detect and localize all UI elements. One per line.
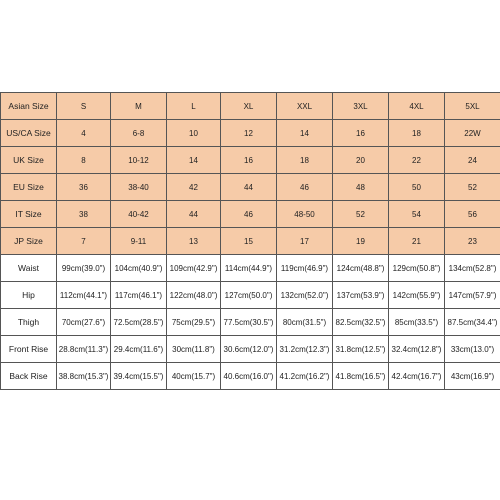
table-cell: 42 [167,174,221,201]
size-row [1,147,500,174]
table-cell: 38 [57,201,111,228]
table-cell: 124cm(48.8") [333,255,389,282]
table-cell: 85cm(33.5") [389,309,445,336]
row-label: Waist [1,255,57,282]
table-cell: 20 [333,147,389,174]
table-cell: 104cm(40.9") [111,255,167,282]
table-cell: 99cm(39.0") [57,255,111,282]
table-cell: 54 [389,201,445,228]
table-cell: 75cm(29.5") [167,309,221,336]
row-label: Asian Size [1,93,57,120]
size-row [1,93,500,120]
table-cell: 72.5cm(28.5") [111,309,167,336]
row-label: US/CA Size [1,120,57,147]
table-cell: 50 [389,174,445,201]
row-label: IT Size [1,201,57,228]
table-cell: 36 [57,174,111,201]
table-cell: 147cm(57.9") [445,282,500,309]
table-cell: 3XL [333,93,389,120]
table-cell: 30.6cm(12.0") [221,336,277,363]
table-cell: 22 [389,147,445,174]
table-cell: 40-42 [111,201,167,228]
table-cell: 70cm(27.6") [57,309,111,336]
table-cell: 137cm(53.9") [333,282,389,309]
table-cell: 33cm(13.0") [445,336,500,363]
measurement-row [1,309,500,336]
table-cell: 46 [277,174,333,201]
table-cell: 129cm(50.8") [389,255,445,282]
table-cell: 14 [277,120,333,147]
size-row [1,228,500,255]
table-cell: 4 [57,120,111,147]
measurement-row [1,255,500,282]
row-label: UK Size [1,147,57,174]
row-label: Thigh [1,309,57,336]
table-cell: 7 [57,228,111,255]
table-cell: XL [221,93,277,120]
table-cell: 40.6cm(16.0") [221,363,277,390]
table-cell: 119cm(46.9") [277,255,333,282]
measurement-row [1,363,500,390]
table-cell: 41.2cm(16.2") [277,363,333,390]
table-cell: 77.5cm(30.5") [221,309,277,336]
table-cell: 38-40 [111,174,167,201]
table-cell: 32.4cm(12.8") [389,336,445,363]
size-row [1,120,500,147]
table-cell: 8 [57,147,111,174]
table-cell: M [111,93,167,120]
table-cell: 44 [221,174,277,201]
size-row [1,174,500,201]
table-cell: 29.4cm(11.6") [111,336,167,363]
table-cell: 42.4cm(16.7") [389,363,445,390]
table-cell: 40cm(15.7") [167,363,221,390]
table-cell: 16 [333,120,389,147]
size-chart-table [0,92,500,390]
table-cell: 14 [167,147,221,174]
table-cell: 52 [333,201,389,228]
measurement-row [1,336,500,363]
table-cell: 24 [445,147,500,174]
table-cell: 114cm(44.9") [221,255,277,282]
table-cell: 44 [167,201,221,228]
table-cell: S [57,93,111,120]
table-cell: 109cm(42.9") [167,255,221,282]
table-cell: 52 [445,174,500,201]
table-cell: 80cm(31.5") [277,309,333,336]
table-cell: XXL [277,93,333,120]
table-cell: 5XL [445,93,500,120]
table-cell: 127cm(50.0") [221,282,277,309]
table-cell: 56 [445,201,500,228]
table-cell: 23 [445,228,500,255]
row-label: EU Size [1,174,57,201]
row-label: JP Size [1,228,57,255]
table-cell: 6-8 [111,120,167,147]
table-cell: 4XL [389,93,445,120]
table-cell: 28.8cm(11.3") [57,336,111,363]
row-label: Back Rise [1,363,57,390]
table-cell: 18 [389,120,445,147]
table-cell: 87.5cm(34.4") [445,309,500,336]
table-cell: 48-50 [277,201,333,228]
table-cell: 142cm(55.9") [389,282,445,309]
table-cell: 13 [167,228,221,255]
table-cell: 21 [389,228,445,255]
table-cell: 10-12 [111,147,167,174]
table-cell: 41.8cm(16.5") [333,363,389,390]
table-cell: 132cm(52.0") [277,282,333,309]
table-cell: 16 [221,147,277,174]
table-cell: 82.5cm(32.5") [333,309,389,336]
table-cell: 31.2cm(12.3") [277,336,333,363]
row-label: Hip [1,282,57,309]
table-cell: 10 [167,120,221,147]
table-cell: 12 [221,120,277,147]
table-cell: 112cm(44.1") [57,282,111,309]
table-cell: 9-11 [111,228,167,255]
row-label: Front Rise [1,336,57,363]
table-cell: 17 [277,228,333,255]
table-cell: 30cm(11.8") [167,336,221,363]
table-cell: L [167,93,221,120]
table-cell: 43cm(16.9") [445,363,500,390]
table-cell: 22W [445,120,500,147]
table-cell: 117cm(46.1") [111,282,167,309]
table-cell: 31.8cm(12.5") [333,336,389,363]
size-row [1,201,500,228]
table-cell: 15 [221,228,277,255]
table-cell: 122cm(48.0") [167,282,221,309]
table-cell: 39.4cm(15.5") [111,363,167,390]
table-cell: 46 [221,201,277,228]
table-cell: 18 [277,147,333,174]
table-cell: 38.8cm(15.3") [57,363,111,390]
table-cell: 48 [333,174,389,201]
measurement-row [1,282,500,309]
size-chart-body [1,93,500,390]
table-cell: 134cm(52.8") [445,255,500,282]
table-cell: 19 [333,228,389,255]
